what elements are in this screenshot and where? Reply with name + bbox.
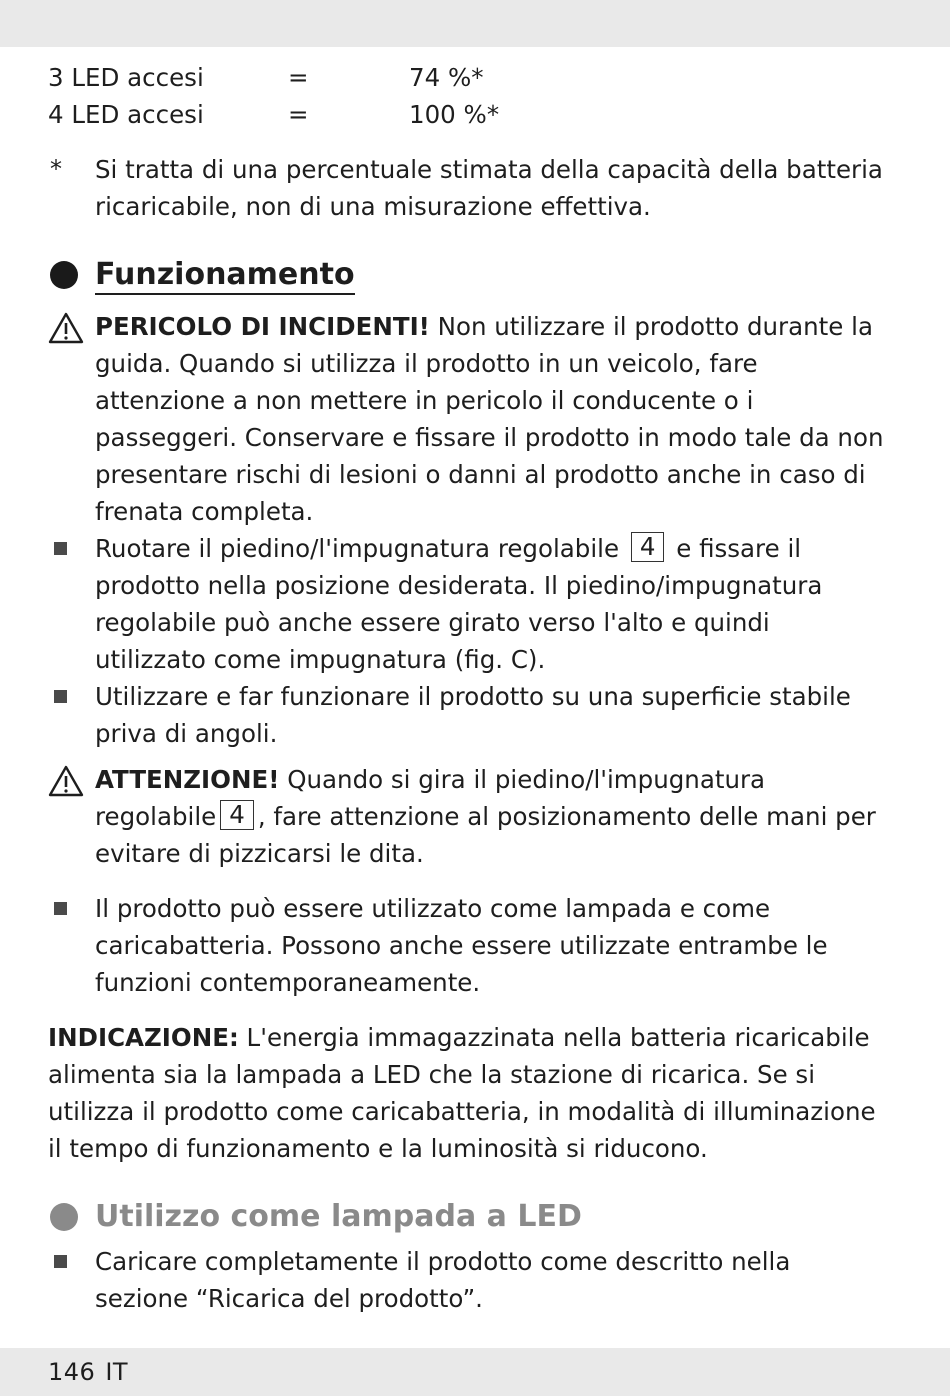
footnote — [48, 151, 888, 225]
note-label: INDICAZIONE: — [48, 1023, 239, 1052]
bottom-band — [0, 1348, 950, 1396]
note-text: L'energia immagazzinata nella batteria ricaricabile alimenta sia la lampada a LED che la stazione di ricarica. Se si utilizza il prodotto come caricabatteria, in modalità di illuminazione il tempo di funzionamento e la luminosità si riducono. — [48, 1023, 876, 1163]
bullet-dot-icon — [50, 1203, 78, 1231]
caution-warning — [48, 761, 888, 872]
page-number: 146 — [48, 1358, 96, 1386]
bullet-text: Utilizzare e far funzionare il prodotto su una superficie stabile priva di angoli. — [95, 682, 851, 748]
list-item — [48, 530, 888, 678]
note-paragraph — [48, 1019, 888, 1167]
danger-warning — [48, 308, 888, 530]
section-title: Funzionamento — [95, 257, 355, 295]
warning-triangle-icon — [48, 312, 84, 344]
list-item — [48, 890, 888, 1001]
part-number-ref: 4 — [631, 532, 665, 562]
danger-text: Non utilizzare il prodotto durante la guida. Quando si utilizza il prodotto in un veicolo, fare attenzione a non mettere in pericolo il conducente o i passeggeri. Conservare e fissare il prodotto in modo tale da non presentare rischi di lesioni o danni al prodotto anche in caso di frenata completa. — [95, 312, 884, 526]
list-item — [48, 1243, 888, 1317]
footnote-marker: * — [50, 155, 62, 183]
square-bullet-icon — [54, 542, 67, 555]
section-heading-lampada — [48, 1197, 888, 1237]
led-equals: = — [288, 63, 309, 92]
section-title: Utilizzo come lampada a LED — [95, 1199, 582, 1234]
caution-text-before: Quando si gira il piedino/l'impugnatura regolabile — [95, 765, 766, 831]
page-content — [48, 59, 888, 1317]
footnote-text: Si tratta di una percentuale stimata della capacità della batteria ricaricabile, non di una misurazione effettiva. — [95, 155, 883, 221]
led-value: 100 %* — [409, 100, 500, 129]
list-item — [48, 678, 888, 752]
led-table — [48, 59, 888, 133]
bullet-text: Il prodotto può essere utilizzato come lampada e come caricabatteria. Possono anche essere utilizzate entrambe le funzioni contemporaneamente. — [95, 894, 828, 997]
bullet-text: Caricare completamente il prodotto come descritto nella sezione “Ricarica del prodotto”. — [95, 1247, 791, 1313]
caution-label: ATTENZIONE! — [95, 765, 280, 794]
bullet-text-before: Ruotare il piedino/l'impugnatura regolabile — [95, 534, 620, 563]
led-equals: = — [288, 100, 309, 129]
bullet-dot-icon — [50, 261, 78, 289]
page-footer — [48, 1357, 138, 1387]
square-bullet-icon — [54, 902, 67, 915]
top-band — [0, 0, 950, 47]
square-bullet-icon — [54, 1255, 67, 1268]
led-label: 4 LED accesi — [48, 100, 204, 129]
caution-text-after: , fare attenzione al posizionamento delle mani per evitare di pizzicarsi le dita. — [95, 802, 876, 868]
led-label: 3 LED accesi — [48, 63, 204, 92]
section-heading-funzionamento — [48, 255, 888, 295]
part-number-ref: 4 — [220, 800, 254, 830]
square-bullet-icon — [54, 690, 67, 703]
led-value: 74 %* — [409, 63, 484, 92]
language-code: IT — [105, 1358, 129, 1386]
led-row — [48, 59, 888, 96]
bullet-text-after: e fissare il prodotto nella posizione desiderata. Il piedino/impugnatura regolabile può anche essere girato verso l'alto e quindi utilizzato come impugnatura (fig. C). — [95, 534, 823, 674]
led-row — [48, 96, 888, 133]
warning-triangle-icon — [48, 765, 84, 797]
danger-label: PERICOLO DI INCIDENTI! — [95, 312, 430, 341]
